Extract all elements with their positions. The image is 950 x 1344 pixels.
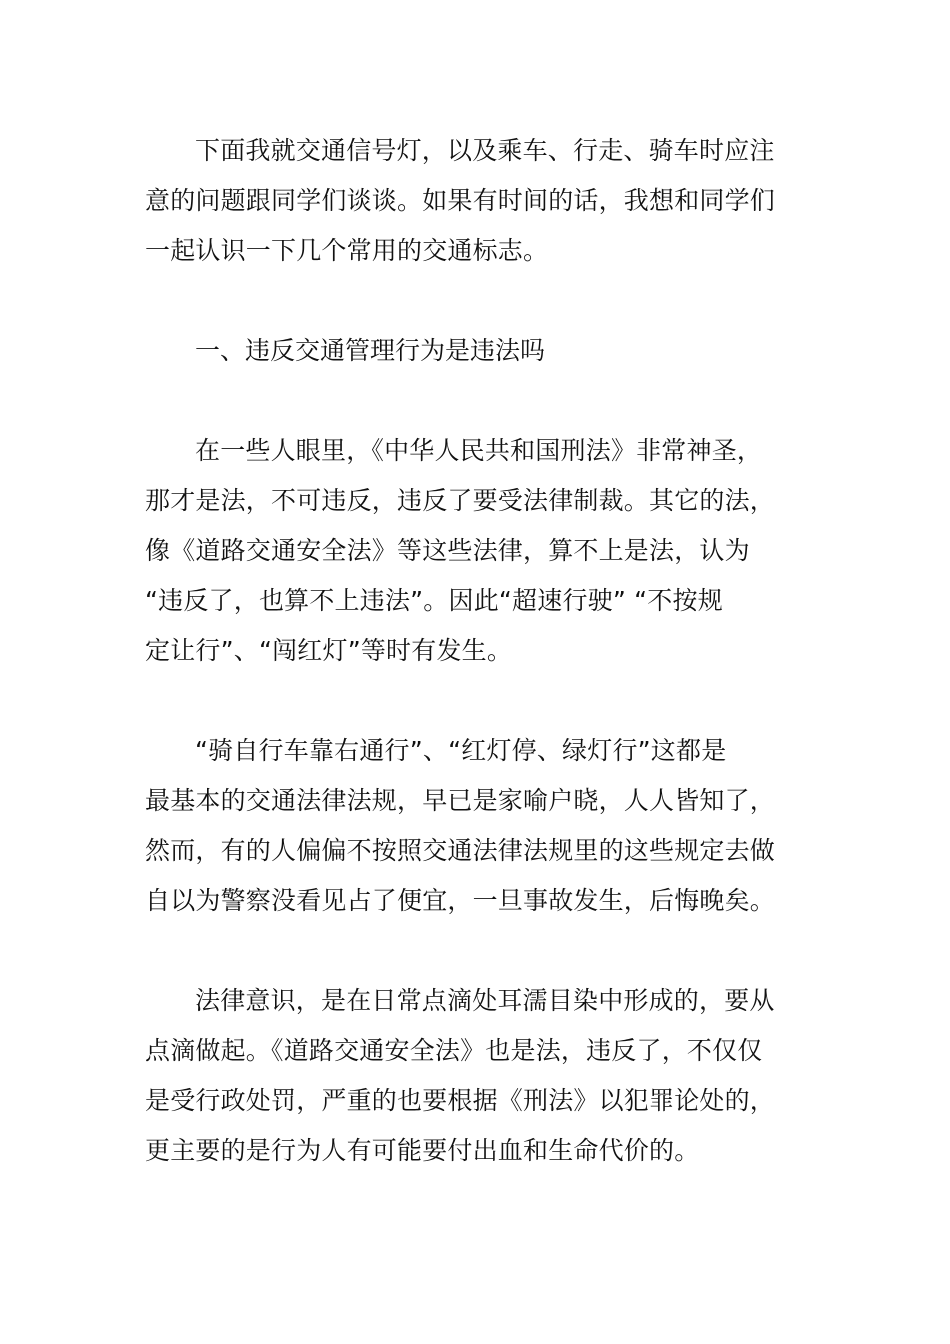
paragraph-line: 那才是法，不可违反，违反了要受法律制裁。其它的法， [145,486,776,515]
paragraph-spacer [145,676,810,726]
paragraph-line: “骑自行车靠右通行”、“红灯停、绿灯行”这都是 [195,736,727,765]
paragraph-line: 自以为警察没看见占了便宜，一旦事故发生，后悔晚矣。 [145,886,776,915]
paragraph-line: 一起认识一下几个常用的交通标志。 [145,236,549,265]
paragraph-line: 像《道路交通安全法》等这些法律，算不上是法，认为 [145,536,750,565]
paragraph-line: 最基本的交通法律法规，早已是家喻户晓，人人皆知了， [145,786,776,815]
paragraph-intro [145,126,810,276]
paragraph-spacer [145,376,810,426]
paragraph-spacer [145,926,810,976]
paragraph-line: 定让行”、“闯红灯”等时有发生。 [145,636,513,665]
paragraph-line: 法律意识，是在日常点滴处耳濡目染中形成的，要从 [195,986,775,1015]
paragraph-line: 是受行政处罚，严重的也要根据《刑法》以犯罪论处的， [145,1086,776,1115]
paragraph-line: 意的问题跟同学们谈谈。如果有时间的话，我想和同学们 [145,186,776,215]
document-body [145,126,810,1176]
paragraph-line: 更主要的是行为人有可能要付出血和生命代价的。 [145,1136,700,1165]
paragraph-spacer [145,276,810,326]
section-heading: 一、违反交通管理行为是违法吗 [195,336,546,365]
paragraph-line: 然而，有的人偏偏不按照交通法律法规里的这些规定去做 [145,836,776,865]
paragraph-line: “违反了，也算不上违法”。因此“超速行驶” “不按规 [145,586,723,615]
paragraph-line: 在一些人眼里，《中华人民共和国刑法》非常神圣， [195,436,763,465]
paragraph-line: 点滴做起。《道路交通安全法》也是法，违反了，不仅仅 [145,1036,763,1065]
paragraph-traffic-rules [145,726,810,926]
paragraph-line: 下面我就交通信号灯，以及乘车、行走、骑车时应注 [195,136,775,165]
paragraph-criminal-law [145,426,810,676]
paragraph-legal-awareness [145,976,810,1176]
